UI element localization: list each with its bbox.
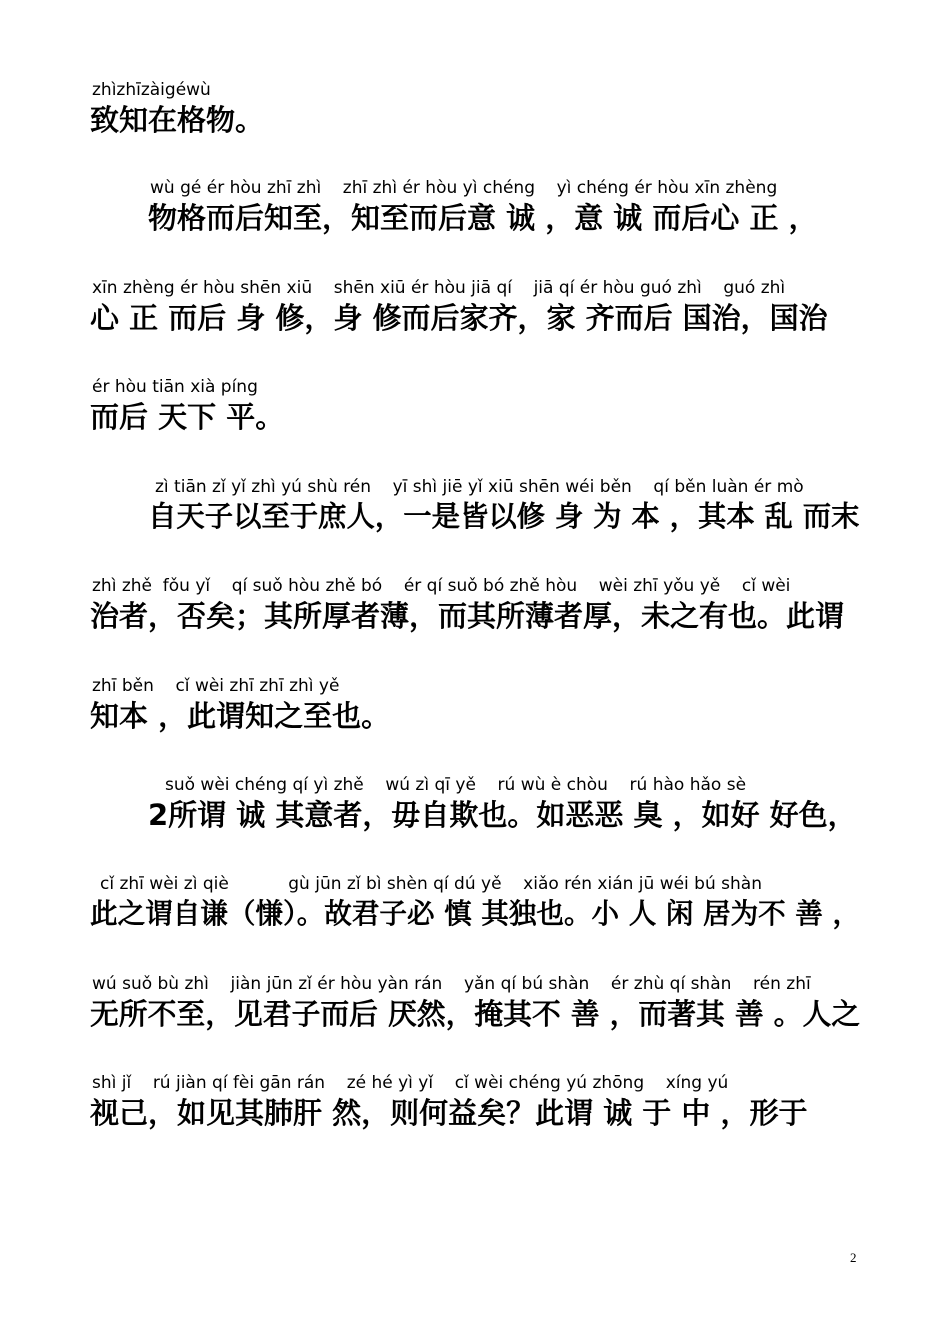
pinyin-line-10: wú suǒ bù zhì jiàn jūn zǐ ér hòu yàn rán yǎn qí bú shàn ér zhù qí shàn rén zhī bbox=[92, 974, 811, 994]
text-line-11: 视己，如见其肺肝 然，则何益矣？此谓 诚 于 中 ，形于 bbox=[90, 1096, 808, 1130]
text-line-4: 而后 天下 平。 bbox=[90, 400, 285, 434]
text-line-2: 物格而后知至，知至而后意 诚 ，意 诚 而后心 正 ， bbox=[148, 201, 818, 235]
text-line-8: 2所谓 诚 其意者，毋自欺也。如恶恶 臭 ，如好 好色， bbox=[148, 798, 857, 832]
pinyin-line-8: suǒ wèi chéng qí yì zhě wú zì qī yě rú wù è chòu rú hào hǎo sè bbox=[165, 775, 747, 795]
text-line-7: 知本 ，此谓知之至也。 bbox=[90, 699, 391, 733]
pinyin-line-1: zhìzhīzàigéwù bbox=[92, 80, 211, 100]
text-line-5: 自天子以至于庶人，一是皆以修 身 为 本 ，其本 乱 而末 bbox=[148, 500, 860, 533]
page-number: 2 bbox=[850, 1250, 857, 1265]
pinyin-line-6: zhì zhě fǒu yǐ qí suǒ hòu zhě bó ér qí suǒ bó zhě hòu wèi zhī yǒu yě cǐ wèi bbox=[92, 576, 791, 596]
text-line-9: 此之谓自谦（慊）。故君子必 慎 其独也。小 人 闲 居为不 善 ， bbox=[90, 897, 861, 930]
pinyin-line-4: ér hòu tiān xià píng bbox=[92, 377, 258, 397]
text-line-6: 治者，否矣；其所厚者薄，而其所薄者厚，未之有也。此谓 bbox=[90, 599, 845, 633]
text-line-1: 致知在格物。 bbox=[90, 103, 265, 137]
pinyin-line-9: cǐ zhī wèi zì qiè gù jūn zǐ bì shèn qí dú yě xiǎo rén xián jū wéi bú shàn bbox=[100, 874, 762, 894]
pinyin-line-2: wù gé ér hòu zhī zhì zhī zhì ér hòu yì chéng yì chéng ér hòu xīn zhèng bbox=[150, 178, 778, 198]
text-line-10: 无所不至，见君子而后 厌然，掩其不 善 ，而著其 善 。人之 bbox=[90, 997, 861, 1031]
text-line-3: 心 正 而后 身 修，身 修而后家齐，家 齐而后 国治，国治 bbox=[90, 301, 828, 335]
pinyin-line-11: shì jǐ rú jiàn qí fèi gān rán zé hé yì yǐ cǐ wèi chéng yú zhōng xíng yú bbox=[92, 1073, 729, 1093]
pinyin-line-5: zì tiān zǐ yǐ zhì yú shù rén yī shì jiē yǐ xiū shēn wéi běn qí běn luàn ér mò bbox=[155, 477, 804, 497]
pinyin-line-7: zhī běn cǐ wèi zhī zhī zhì yě bbox=[92, 676, 340, 696]
pinyin-line-3: xīn zhèng ér hòu shēn xiū shēn xiū ér hòu jiā qí jiā qí ér hòu guó zhì guó zhì bbox=[92, 278, 786, 298]
